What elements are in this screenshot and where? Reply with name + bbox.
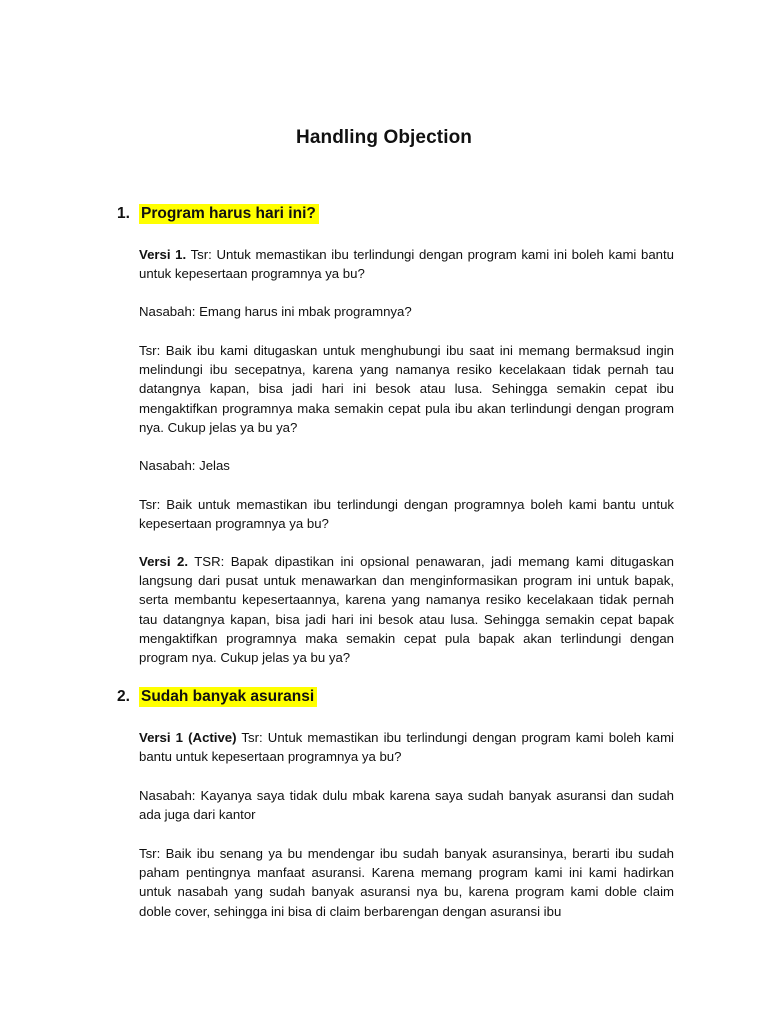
paragraph-text: Tsr: Untuk memastikan ibu terlindungi dengan program kami boleh kami bantu untuk kepesertaan programnya ya bu? bbox=[139, 730, 674, 765]
paragraph bbox=[139, 245, 674, 283]
document-title: Handling Objection bbox=[296, 127, 472, 148]
paragraph-text: Nasabah: Jelas bbox=[139, 458, 230, 473]
paragraph-text: Tsr: Baik ibu senang ya bu mendengar ibu sudah banyak asuransinya, berarti ibu sudah paham pentingnya manfaat asuransi. Karena memang program kami ini kami hadirkan untuk nasabah yang sudah banyak asuransi nya bu, karena program kami doble claim doble cover, sehingga ini bisa di claim berbarengan dengan asuransi ibu bbox=[139, 846, 674, 919]
section-heading-1 bbox=[117, 205, 319, 223]
section-title: Sudah banyak asuransi bbox=[139, 687, 317, 707]
section-heading-2 bbox=[117, 688, 317, 706]
version-label: Versi 2. bbox=[139, 554, 189, 569]
paragraph bbox=[139, 341, 674, 437]
paragraph-text: Nasabah: Kayanya saya tidak dulu mbak karena saya sudah banyak asuransi dan sudah ada juga dari kantor bbox=[139, 788, 674, 823]
section-number: 2. bbox=[117, 688, 130, 705]
paragraph-text: Tsr: Untuk memastikan ibu terlindungi dengan program kami ini boleh kami bantu untuk kepesertaan programnya ya bu? bbox=[139, 247, 674, 282]
paragraph bbox=[139, 728, 674, 766]
paragraph bbox=[139, 552, 674, 667]
paragraph-text: Tsr: Baik untuk memastikan ibu terlindungi dengan programnya boleh kami bantu untuk kepesertaan programnya ya bu? bbox=[139, 497, 674, 532]
version-label: Versi 1 (Active) bbox=[139, 730, 237, 745]
paragraph-text: Tsr: Baik ibu kami ditugaskan untuk menghubungi ibu saat ini memang bermaksud ingin melindungi ibu secepatnya, karena yang namanya resiko kecelakaan tidak pernah tau datangnya kapan, bisa jadi hari ini besok atau lusa. Sehingga semakin cepat ibu mengaktifkan programnya maka semakin cepat pula ibu akan terlindungi dengan program nya. Cukup jelas ya bu ya? bbox=[139, 343, 674, 435]
section-title: Program harus hari ini? bbox=[139, 204, 319, 224]
paragraph bbox=[139, 844, 674, 921]
version-label: Versi 1. bbox=[139, 247, 187, 262]
section-number: 1. bbox=[117, 205, 130, 222]
paragraph-text: TSR: Bapak dipastikan ini opsional penawaran, jadi memang kami ditugaskan langsung dari pusat untuk menawarkan dan menginformasikan program ini untuk bapak, serta membantu kepesertaannya, karena yang namanya resiko kecelakaan tidak pernah tau datangnya kapan, bisa jadi hari ini besok atau lusa. Sehingga semakin cepat bapak mengaktifkan programnya maka semakin cepat pula bapak akan terlindungi dengan program nya. Cukup jelas ya bu ya? bbox=[139, 554, 675, 666]
paragraph bbox=[139, 495, 674, 533]
paragraph bbox=[139, 786, 674, 824]
paragraph bbox=[139, 456, 674, 475]
paragraph-text: Nasabah: Emang harus ini mbak programnya? bbox=[139, 304, 412, 319]
paragraph bbox=[139, 302, 674, 321]
